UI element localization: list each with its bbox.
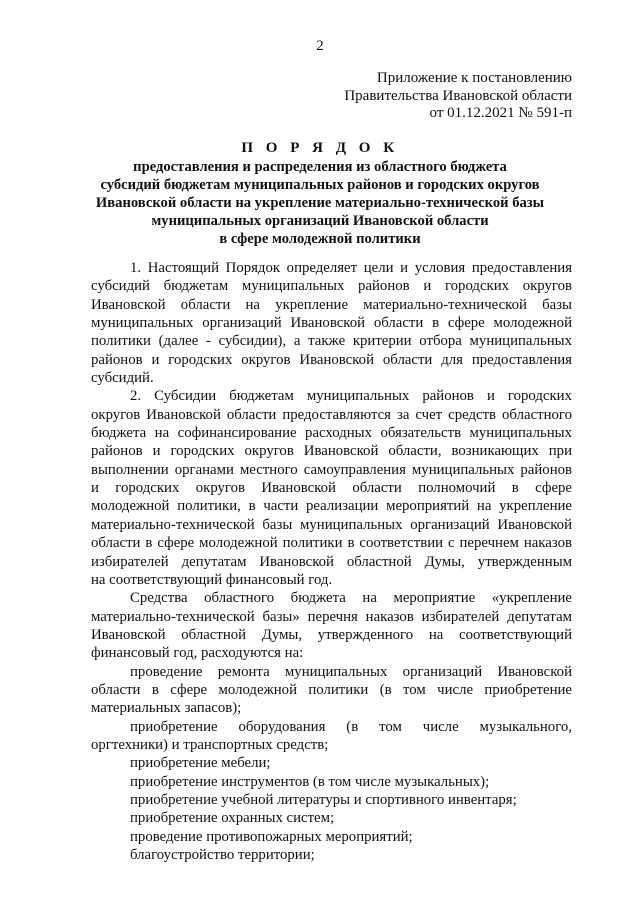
approval-line: от 01.12.2021 № 591-п xyxy=(429,105,572,121)
body-line: финансовый год, расходуются на: xyxy=(91,645,304,662)
document-body xyxy=(91,259,572,864)
body-line: бюджета на софинансирование расходных обязательств муниципальных xyxy=(91,425,572,442)
body-line: районов и городских округов Ивановской области для предоставления xyxy=(91,351,572,368)
body-line: и городских округов Ивановской области полномочий в сфере xyxy=(91,480,572,497)
list-item-line: оргтехники) и транспортных средств; xyxy=(91,736,329,753)
list-item-line: приобретение учебной литературы и спортивного инвентаря; xyxy=(130,791,517,808)
list-item-line: благоустройство территории; xyxy=(130,847,315,863)
body-line: Ивановской области на укрепление материально-технической базы xyxy=(91,296,572,313)
body-line: субсидий бюджетам муниципальных районов и городских округов xyxy=(91,278,572,295)
body-line: 1. Настоящий Порядок определяет цели и условия предоставления xyxy=(130,260,572,276)
subtitle-line: муниципальных организаций Ивановской области xyxy=(151,213,489,229)
approval-line: Приложение к постановлению xyxy=(376,70,572,86)
body-line: материально-технической базы муниципальных организаций Ивановской xyxy=(91,516,572,533)
list-item-line: области в сфере молодежной политики (в том числе приобретение xyxy=(91,681,572,698)
subtitle-line: предоставления и распределения из областного бюджета xyxy=(133,159,507,175)
body-line: Средства областного бюджета на мероприятие «укрепление xyxy=(130,590,572,607)
body-line: молодежной политики, в части реализации мероприятий на укрепление xyxy=(91,498,572,515)
list-item-line: приобретение охранных систем; xyxy=(130,810,335,827)
body-line: 2. Субсидии бюджетам муниципальных районов и городских xyxy=(130,388,572,405)
body-line: выполнении органами местного самоуправления муниципальных районов xyxy=(91,461,572,478)
list-item-line: приобретение оборудования (в том числе музыкального, xyxy=(130,718,572,735)
body-line: муниципальных организаций Ивановской области в сфере молодежной xyxy=(91,315,572,332)
subtitle-line: Ивановской области на укрепление материально-технической базы xyxy=(95,195,545,211)
approval-block xyxy=(344,70,572,123)
body-line: избирателей депутатам Ивановской областной Думы, утвержденным xyxy=(91,553,572,570)
page-number: 2 xyxy=(316,38,324,54)
list-item-line: приобретение мебели; xyxy=(130,755,271,772)
list-item-line: проведение противопожарных мероприятий; xyxy=(130,828,413,845)
body-line: материально-технической базы» перечня наказов избирателей депутатам xyxy=(91,608,572,625)
body-line: районов и городских округов Ивановской области, возникающих при xyxy=(91,443,572,460)
body-line: на соответствующий финансовый год. xyxy=(91,571,333,588)
subtitle-line: субсидий бюджетам муниципальных районов и городских округов xyxy=(100,177,540,193)
document-subtitle xyxy=(0,158,640,248)
body-line: Ивановской областной Думы, утвержденного на соответствующий xyxy=(91,626,572,643)
body-line: политики (далее - субсидии), а также критерии отбора муниципальных xyxy=(91,333,572,350)
list-item-line: проведение ремонта муниципальных организаций Ивановской xyxy=(130,663,572,680)
list-item-line: приобретение инструментов (в том числе музыкальных); xyxy=(130,773,490,790)
document-title: П О Р Я Д О К xyxy=(241,140,399,156)
body-line: области в сфере молодежной политики в соответствии с перечнем наказов xyxy=(91,535,572,552)
subtitle-line: в сфере молодежной политики xyxy=(219,231,421,247)
body-line: субсидий. xyxy=(91,370,154,387)
approval-line: Правительства Ивановской области xyxy=(344,87,572,104)
body-line: округов Ивановской области предоставляются за счет средств областного xyxy=(91,406,572,423)
list-item-line: материальных запасов); xyxy=(91,700,242,717)
